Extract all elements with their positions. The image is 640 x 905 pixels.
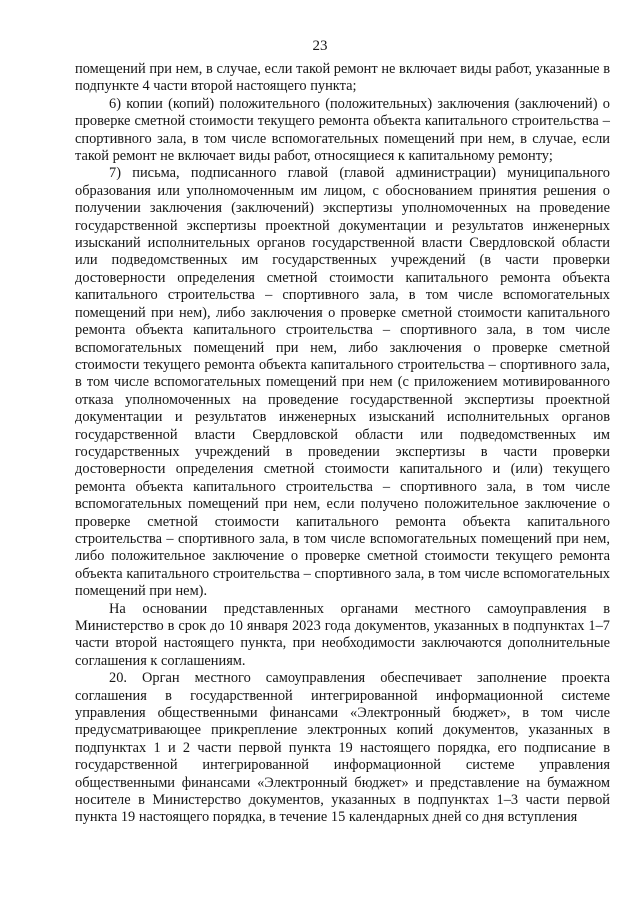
paragraph-item-7: 7) письма, подписанного главой (главой администрации) муниципального образования или уполномоченным им лицом, с обоснованием принятия решения о получении заключения (заключений) экспертизы уполномоченных на проведение государственной экспертизы проектной документации и результатов инженерных изысканий исполнительных органов государственной власти Свердловской области или подведомственных им государственных учреждений (в части проверки достоверности определения сметной стоимости капитального ремонта объекта капитального строительства – спортивного зала, в том числе вспомогательных помещений при нем), либо заключения о проверке сметной стоимости капитального ремонта объекта капитального строительства – спортивного зала, в том числе вспомогательных помещений при нем, либо заключения о проверке сметной стоимости текущего ремонта объекта капитального строительства – спортивного зала, в том числе вспомогательных помещений при нем (с приложением мотивированного отказа уполномоченных на проведение государственной экспертизы проектной документации и результатов инженерных изысканий исполнительных органов государственной власти Свердловской области или подведомственных им государственных учреждений в проведении экспертизы в части проверки достоверности определения сметной стоимости капитального и (или) текущего ремонта объекта капитального строительства – спортивного зала, в том числе вспомогательных помещений при нем, если получено положительное заключение о проверке сметной стоимости капитального ремонта объекта капитального строительства – спортивного зала, в том числе вспомогательных помещений при нем, либо положительное заключение о проверке сметной стоимости текущего ремонта объекта капитального строительства – спортивного зала, в том числе вспомогательных помещений при нем). <box>75 165 610 600</box>
paragraph-clause-20: 20. Орган местного самоуправления обеспечивает заполнение проекта соглашения в государственной интегрированной информационной системе управления общественными финансами «Электронный бюджет», в том числе предусматривающее прикрепление электронных копий документов, указанных в подпунктах 1 и 2 части первой пункта 19 настоящего порядка, его подписание в государственной интегрированной информационной системе управления общественными финансами «Электронный бюджет» и представление на бумажном носителе в Министерство документов, указанных в подпунктах 1–3 части первой пункта 19 настоящего порядка, в течение 15 календарных дней со дня вступления <box>75 670 610 826</box>
paragraph-additional-agreements: На основании представленных органами местного самоуправления в Министерство в срок до 10 января 2023 года документов, указанных в подпунктах 1–7 части второй настоящего пункта, при необходимости заключаются дополнительные соглашения к соглашениям. <box>75 600 610 669</box>
document-body <box>75 61 610 827</box>
paragraph-item-6: 6) копии (копий) положительного (положительных) заключения (заключений) о проверке сметной стоимости текущего ремонта объекта капитального строительства – спортивного зала, в том числе вспомогательных помещений при нем, в случае, если такой ремонт не включает виды работ, относящиеся к капитальному ремонту; <box>75 95 610 165</box>
paragraph-continuation: помещений при нем, в случае, если такой ремонт не включает виды работ, указанные в подпункте 4 части второй настоящего пункта; <box>75 61 610 95</box>
page-number: 23 <box>312 38 328 54</box>
